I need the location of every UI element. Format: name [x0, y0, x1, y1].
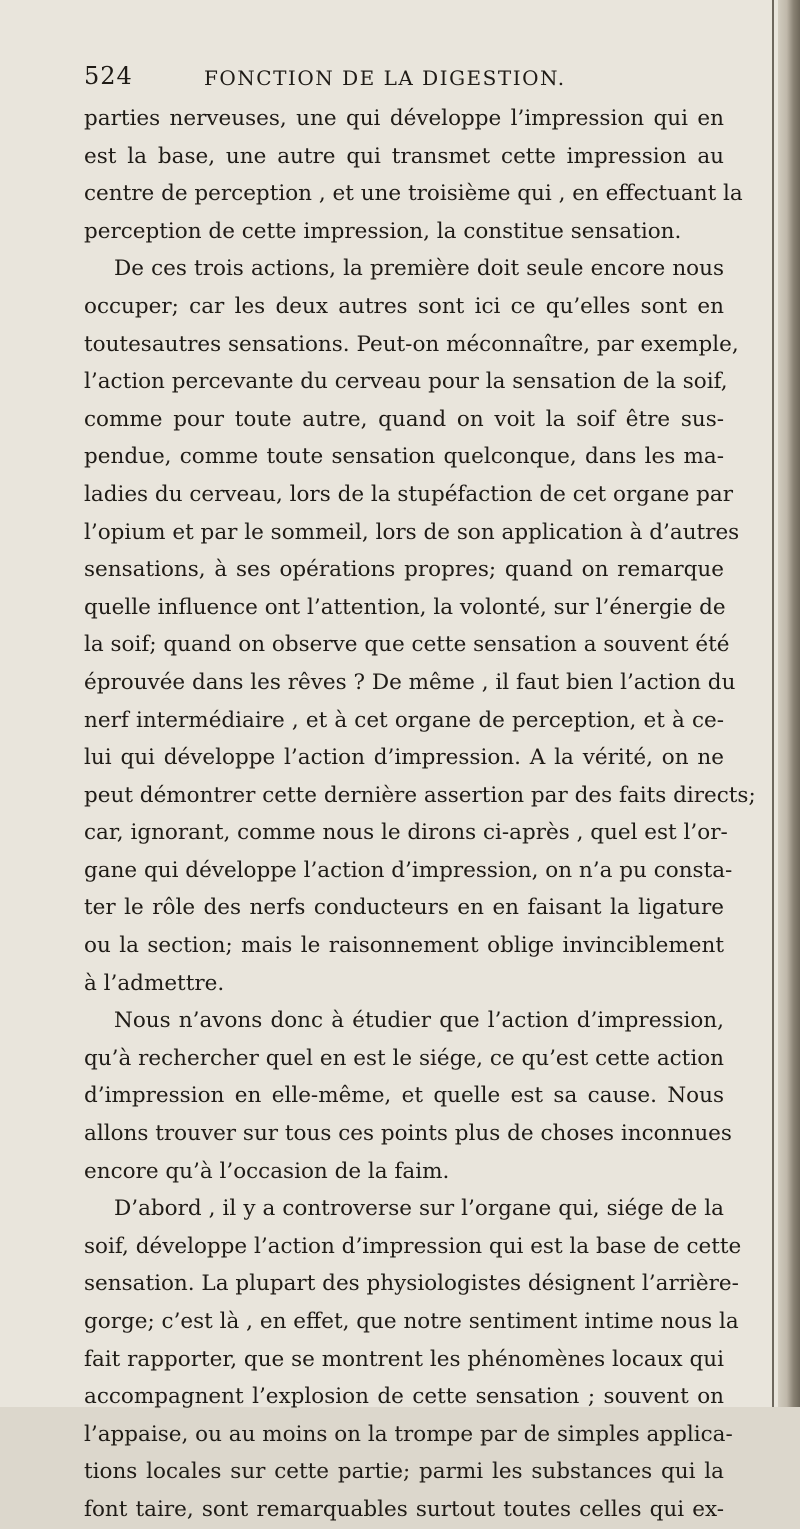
text-line: quelle influence ont l’attention, la volonté, sur l’énergie de [84, 594, 726, 620]
text-line: D’abord , il y a controverse sur l’organe qui, siége de la [114, 1196, 724, 1222]
text-line: fait rapporter, que se montrent les phénomènes locaux qui [84, 1346, 724, 1372]
text-line: à l’admettre. [84, 970, 225, 996]
body-text [84, 100, 756, 1529]
text-line: est la base, une autre qui transmet cette impression au [84, 143, 724, 169]
text-line: peut démontrer cette dernière assertion par des faits directs; [84, 782, 756, 808]
text-line: parties nerveuses, une qui développe l’impression qui en [84, 106, 724, 131]
text-line: ladies du cerveau, lors de la stupéfaction de cet organe par [84, 481, 734, 507]
text-line: font taire, sont remarquables surtout toutes celles qui ex- [84, 1496, 724, 1522]
text-line: centre de perception , et une troisième qui , en effectuant la [84, 181, 743, 207]
text-line: sensations, à ses opérations propres; quand on remarque [84, 557, 724, 583]
text-line: occuper; car les deux autres sont ici ce qu’elles sont en [84, 293, 724, 319]
page-fold-line [772, 0, 774, 1407]
text-line: comme pour toute autre, quand on voit la soif être sus- [84, 406, 724, 432]
text-line: De ces trois actions, la première doit seule encore nous [114, 256, 724, 282]
text-line: ter le rôle des nerfs conducteurs en en faisant la ligature [84, 895, 724, 921]
text-line: tions locales sur cette partie; parmi les substances qui la [84, 1459, 724, 1485]
text-line: allons trouver sur tous ces points plus de choses inconnues [84, 1121, 732, 1147]
text-line: gorge; c’est là , en effet, que notre sentiment intime nous la [84, 1309, 739, 1334]
text-line: Nous n’avons donc à étudier que l’action d’impression, [114, 1008, 724, 1034]
text-line: ou la section; mais le raisonnement oblige invinciblement [84, 933, 724, 959]
text-line: d’impression en elle-même, et quelle est sa cause. Nous [84, 1083, 724, 1109]
page-edge [778, 0, 800, 1407]
text-line: sensation. La plupart des physiologistes désignent l’arrière- [84, 1271, 739, 1297]
text-line: accompagnent l’explosion de cette sensation ; souvent on [84, 1384, 724, 1410]
page-number: 524 [84, 62, 133, 90]
text-line: qu’à rechercher quel en est le siége, ce qu’est cette action [84, 1045, 724, 1071]
text-line: nerf intermédiaire , et à cet organe de perception, et à ce- [84, 707, 724, 733]
text-line: car, ignorant, comme nous le dirons ci-après , quel est l’or- [84, 820, 728, 846]
text-line: toutesautres sensations. Peut-on méconnaître, par exemple, [84, 331, 739, 357]
text-line: soif, développe l’action d’impression qui est la base de cette [84, 1233, 742, 1259]
text-line: lui qui développe l’action d’impression. A la vérité, on ne [84, 745, 724, 771]
page-header [84, 62, 724, 92]
text-line: l’action percevante du cerveau pour la sensation de la soif, [84, 369, 728, 395]
text-line: pendue, comme toute sensation quelconque, dans les ma- [84, 444, 724, 470]
text-line: éprouvée dans les rêves ? De même , il faut bien l’action du [84, 669, 736, 695]
text-line: perception de cette impression, la constitue sensation. [84, 218, 682, 244]
text-line: la soif; quand on observe que cette sensation a souvent été [84, 632, 730, 658]
text-line: l’opium et par le sommeil, lors de son application à d’autres [84, 519, 740, 545]
text-line: l’appaise, ou au moins on la trompe par de simples applica- [84, 1421, 733, 1447]
text-line: encore qu’à l’occasion de la faim. [84, 1158, 450, 1184]
running-title: FONCTION DE LA DIGESTION. [204, 66, 566, 90]
text-line: gane qui développe l’action d’impression, on n’a pu consta- [84, 857, 733, 883]
